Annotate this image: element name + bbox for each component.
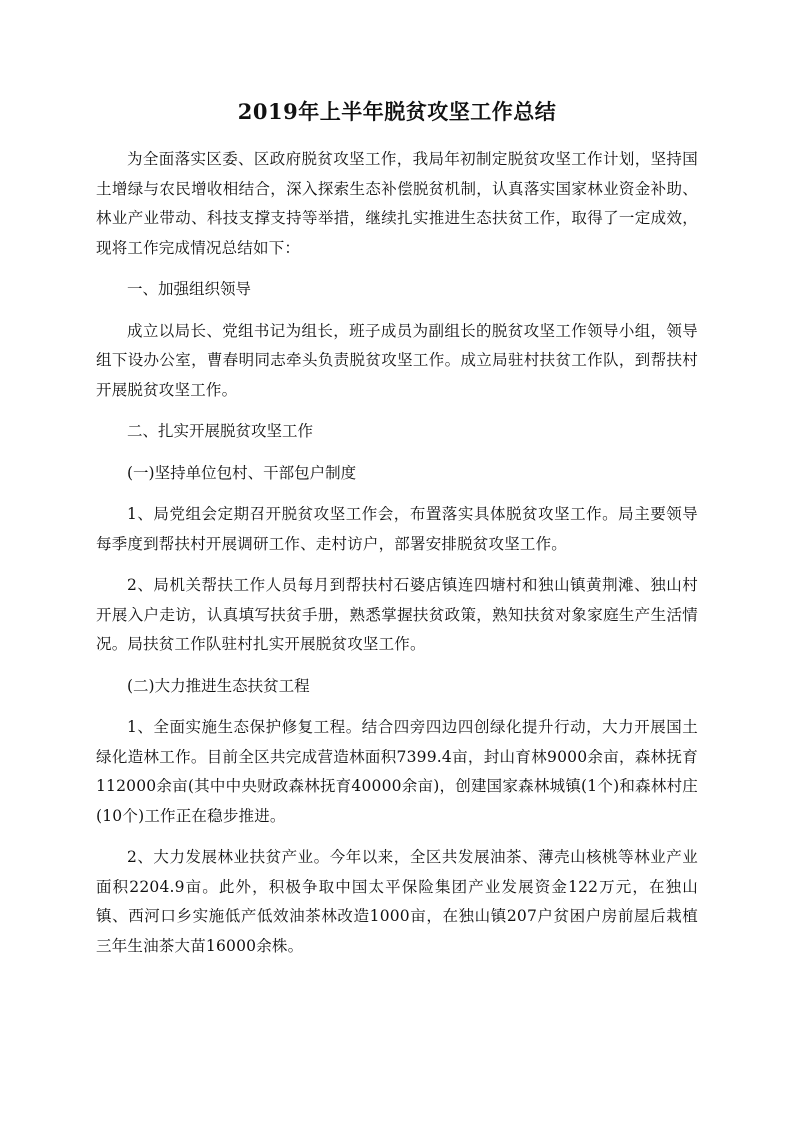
section-1-paragraph: 成立以局长、党组书记为组长，班子成员为副组长的脱贫攻坚工作领导小组，领导组下设办公室，曹春明同志牵头负责脱贫攻坚工作。成立局驻村扶贫工作队，到帮扶村开展脱贫攻坚工作。 [96, 321, 698, 399]
section-heading-2: 二、扎实开展脱贫攻坚工作 [127, 422, 314, 440]
document-title: 2019年上半年脱贫攻坚工作总结 [237, 99, 557, 124]
intro-paragraph: 为全面落实区委、区政府脱贫攻坚工作，我局年初制定脱贫攻坚工作计划，坚持国土增绿与农民增收相结合，深入探索生态补偿脱贫机制，认真落实国家林业资金补助、林业产业带动、科技支撑支持等举措，继续扎实推进生态扶贫工作，取得了一定成效，现将工作完成情况总结如下： [96, 150, 698, 257]
subsection-1-item-2: 2、局机关帮扶工作人员每月到帮扶村石婆店镇连四塘村和独山镇黄荆滩、独山村开展入户走访，认真填写扶贫手册，熟悉掌握扶贫政策，熟知扶贫对象家庭生产生活情况。局扶贫工作队驻村扎实开展脱贫攻坚工作。 [96, 576, 698, 653]
subsection-heading-1: (一)坚持单位包村、干部包户制度 [127, 463, 357, 482]
subsection-1-item-1: 1、局党组会定期召开脱贫攻坚工作会，布置落实具体脱贫攻坚工作。局主要领导每季度到帮扶村开展调研工作、走村访户，部署安排脱贫攻坚工作。 [96, 505, 698, 553]
subsection-2-item-2: 2、大力发展林业扶贫产业。今年以来，全区共发展油茶、薄壳山核桃等林业产业面积2204.9亩。此外，积极争取中国太平保险集团产业发展资金122万元，在独山镇、西河口乡实施低产低效油茶林改造1000亩，在独山镇207户贫困户房前屋后栽植三年生油茶大苗16000余株。 [96, 848, 698, 955]
document-body [96, 145, 698, 961]
section-heading-1: 一、加强组织领导 [127, 280, 252, 298]
subsection-heading-2: (二)大力推进生态扶贫工程 [127, 676, 310, 695]
subsection-2-item-1: 1、全面实施生态保护修复工程。结合四旁四边四创绿化提升行动，大力开展国土绿化造林工作。目前全区共完成营造林面积7399.4亩，封山育林9000余亩，森林抚育112000余亩(其中中央财政森林抚育40000余亩)，创建国家森林城镇(1个)和森林村庄(10个)工作正在稳步推进。 [96, 718, 698, 825]
